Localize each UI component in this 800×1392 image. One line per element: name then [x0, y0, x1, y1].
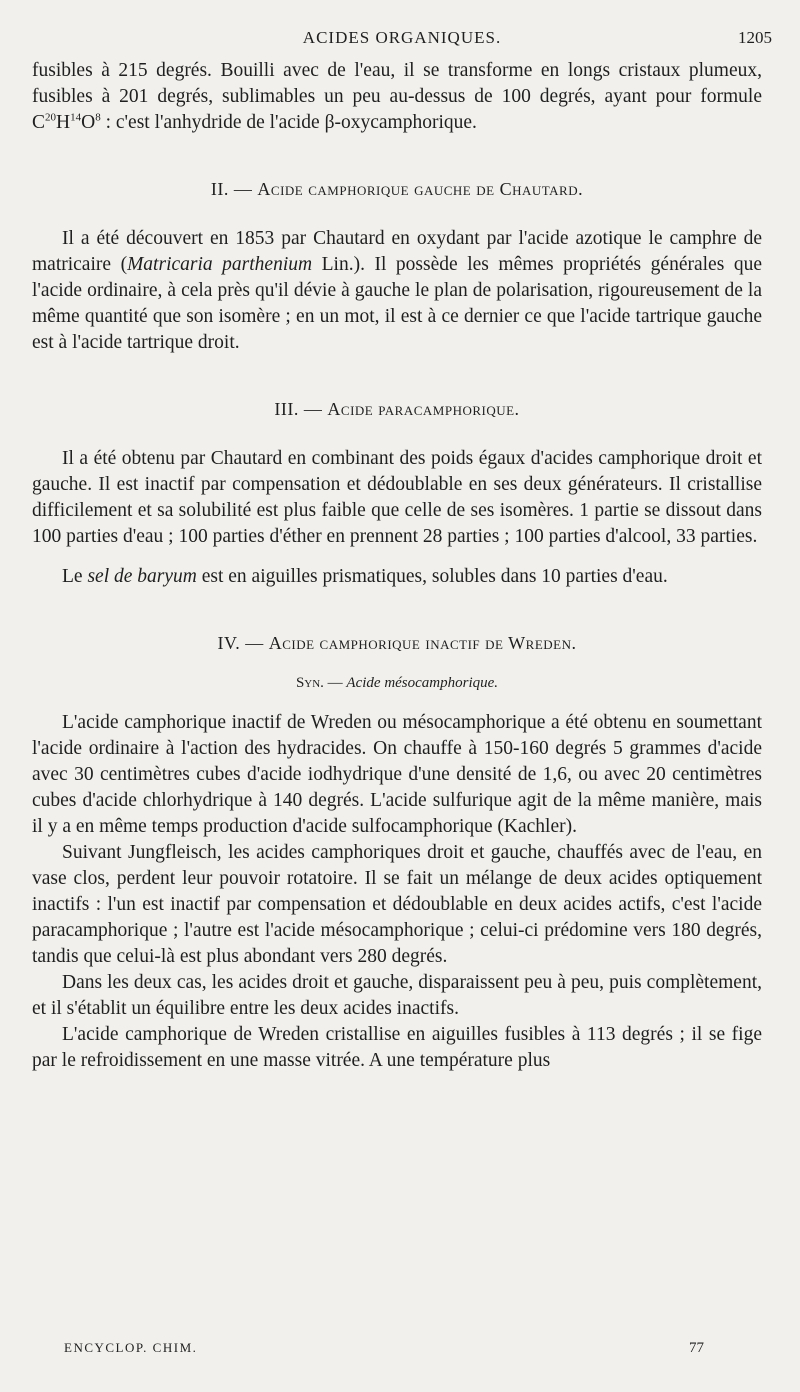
section-4-number: IV. —	[217, 633, 269, 653]
section-4-paragraph-3: Dans les deux cas, les acides droit et gauche, disparaissent peu à peu, puis complètement, et il s'établit un équilibre entre les deux acides inactifs.	[32, 972, 762, 1019]
section-2-title: Acide camphorique gauche de Chautard.	[257, 179, 584, 199]
intro-end: : c'est l'anhydride de l'acide β-oxycamphorique.	[100, 112, 477, 133]
section-2-text-start: Il a été découvert en 1853 par Chautard en oxydant par l'acide azotique le camphre de matricaire (	[32, 228, 762, 275]
section-3-paragraph-2	[32, 564, 762, 590]
species-name: Matricaria parthenium	[127, 254, 313, 275]
section-3-p2-end: est en aiguilles prismatiques, solubles dans 10 parties d'eau.	[196, 566, 668, 587]
section-3-paragraph-1: Il a été obtenu par Chautard en combinant des poids égaux d'acides camphorique droit et gauche. Il est inactif par compensation et dédoublable en ses deux générateurs. Il cristallise difficilement et sa solubilité est plus faible que celle de ses isomères. 1 partie se dissout dans 100 parties d'eau ; 100 parties d'éther en prennent 28 parties ; 100 parties d'alcool, 33 parties.	[32, 448, 762, 547]
section-4-title: Acide camphorique inactif de Wreden.	[268, 633, 577, 653]
section-2-paragraph	[32, 226, 762, 356]
page-number: 1205	[738, 28, 772, 47]
section-heading-3	[32, 396, 762, 422]
formula-sup-hydrogen: 14	[70, 111, 82, 124]
intro-paragraph	[32, 58, 762, 136]
formula-sup-carbon: 20	[45, 111, 57, 124]
section-4-paragraph-4: L'acide camphorique de Wreden cristallise en aiguilles fusibles à 113 degrés ; il se fige par le refroidissement en une masse vitrée. A une température plus	[32, 1024, 762, 1071]
baryum-salt: sel de baryum	[87, 566, 197, 587]
body-text	[32, 58, 762, 1074]
footer-title: ENCYCLOP. CHIM.	[64, 1340, 198, 1355]
section-4-paragraph-2: Suivant Jungfleisch, les acides camphoriques droit et gauche, chauffés avec de l'eau, en vase clos, perdent leur pouvoir rotatoire. Il se fait un mélange de deux acides optiquement inactifs : l'un est inactif par compensation et dédoublable en deux acides actifs, c'est l'acide paracamphorique ; l'autre est l'acide mésocamphorique ; celui-ci prédomine vers 180 degrés, tandis que celui-là est plus abondant vers 280 degrés.	[32, 842, 762, 967]
intro-text: fusibles à 215 degrés. Bouilli avec de l'eau, il se transforme en longs cristaux plumeux, fusibles à 201 degrés, sublimables un peu au-dessus de 100 degrés, ayant pour formule C	[32, 60, 762, 133]
signature-mark: 77	[689, 1340, 704, 1356]
synonym-value: Acide mésocamphorique.	[346, 675, 499, 691]
section-heading-4	[32, 630, 762, 656]
formula-sup-oxygen: 8	[95, 111, 101, 124]
synonym-line	[32, 670, 762, 696]
page-footer	[64, 1340, 704, 1360]
section-2-text-end: Lin.). Il possède les mêmes propriétés générales que l'acide ordinaire, à cela près qu'il dévie à gauche le plan de polarisation, rigoureusement de la même quantité que son isomère ; en un mot, il est à ce dernier ce que l'acide tartrique gauche est à l'acide tartrique droit.	[32, 254, 762, 353]
section-3-title: Acide paracamphorique.	[327, 399, 520, 419]
running-head	[32, 28, 772, 52]
section-heading-2	[32, 176, 762, 202]
synonym-label: Syn. —	[295, 675, 347, 691]
running-title: ACIDES ORGANIQUES.	[302, 28, 502, 47]
formula-hydrogen: H	[56, 112, 71, 133]
section-2-number: II. —	[210, 179, 258, 199]
section-3-p2-start: Le	[62, 566, 88, 587]
section-3-number: III. —	[274, 399, 328, 419]
section-4-paragraph-1: L'acide camphorique inactif de Wreden ou mésocamphorique a été obtenu en soumettant l'acide ordinaire à l'action des hydracides. On chauffe à 150-160 degrés 5 grammes d'acide avec 30 centimètres cubes d'acide iodhydrique d'une densité de 1,6, ou avec 20 centimètres cubes d'acide chlorhydrique à 140 degrés. L'acide sulfurique agit de la même manière, mais il y a en même temps production d'acide sulfocamphorique (Kachler).	[32, 712, 762, 837]
formula-oxygen: O	[81, 112, 96, 133]
